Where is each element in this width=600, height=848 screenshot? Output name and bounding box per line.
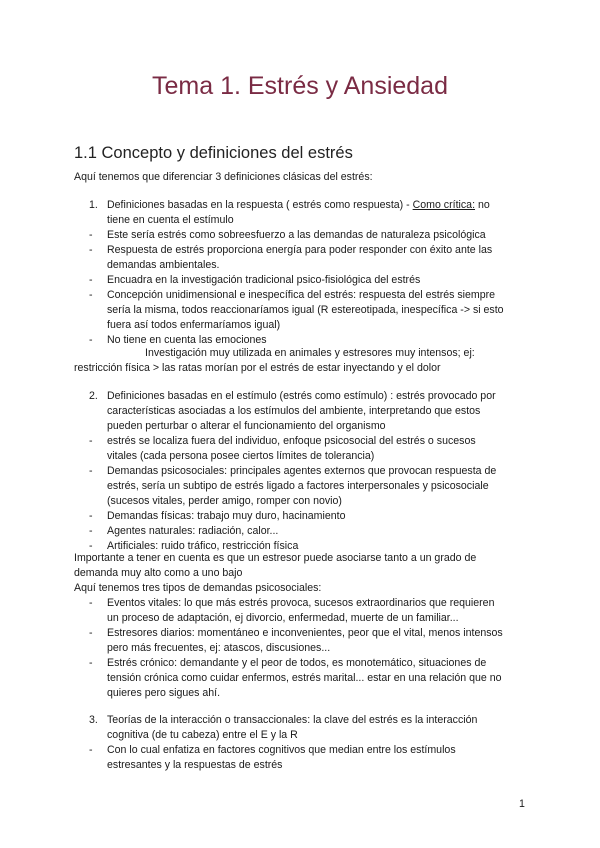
important-paragraph: Importante a tener en cuenta es que un estresor puede asociarse tanto a un grado de demanda muy alto como a uno bajo Aquí tenemos tres tipos de demandas psicosociales: — [74, 552, 477, 594]
psychosocial-types-list: - Eventos vitales: lo que más estrés provoca, sucesos extraordinarios que requieren un proceso de adaptación, ej divorcio, enfermedad, muerte de un familiar... - Estresores diarios: momentáneo e inconvenientes, peor que el vital, menos intensos pero más frecuentes, ej: atascos, discusiones... - Estrés crónico: demandante y el peor de todos, es monotemático, situaciones de tensión crónica como cuidar enfermos, estrés marital... estar en una relación que no quieres pero sigues ahí. — [89, 597, 503, 699]
bullet: - estrés se localiza fuera del individuo, enfoque psicosocial del estrés o sucesos — [89, 435, 476, 447]
intro-paragraph: Aquí tenemos que diferenciar 3 definiciones clásicas del estrés: — [74, 171, 373, 183]
item-number: 1. — [89, 199, 98, 211]
document-title: Tema 1. Estrés y Ansiedad — [152, 72, 448, 100]
bullet: - Demandas psicosociales: principales agentes externos que provocan respuesta de — [89, 465, 497, 477]
bullet: - Artificiales: ruido tráfico, restricción física — [89, 540, 299, 552]
bullet: - No tiene en cuenta las emociones — [89, 334, 267, 346]
bullet: - Agentes naturales: radiación, calor... — [89, 525, 279, 537]
bullet: - Con lo cual enfatiza en factores cognitivos que median entre los estímulos — [89, 744, 456, 756]
note-line: Investigación muy utilizada en animales y estresores muy intensos; ej: — [145, 347, 475, 359]
list-item-1: 1. Definiciones basadas en la respuesta ( estrés como respuesta) - Como crítica: no tiene en cuenta el estímulo - Este sería estrés como sobreesfuerzo a las demandas de naturaleza psicológica - Respuesta de estrés proporciona energía para poder responder con éxito ante las demandas ambientales. - Encuadra en la investigación tradicional psico-fisiológica del estrés - Concepción unidimensional e inespecífica del estrés: respuesta del estrés siempre sería la misma, todos reaccionaríamos igual (R estereotipada, inespecífica -> si esto fuera así todos enfermaríamos igual) - No tiene en cuenta las emociones — [89, 199, 504, 346]
note-line: restricción física > las ratas morían por el estrés de estar inyectando y el dolor — [74, 362, 441, 374]
bullet: - Eventos vitales: lo que más estrés provoca, sucesos extraordinarios que requieren — [89, 597, 495, 609]
page-number: 1 — [519, 798, 525, 810]
bullet: - Estresores diarios: momentáneo e inconvenientes, peor que el vital, menos intensos — [89, 627, 503, 639]
list-item-2: 2. Definiciones basadas en el estímulo (estrés como estímulo) : estrés provocado por características asociadas a los estímulos del ambiente, interpretando que estos pueden perturbar o alterar el funcionamiento del organismo - estrés se localiza fuera del individuo, enfoque psicosocial del estrés o sucesos vitales (cada persona posee ciertos límites de tolerancia) - Demandas psicosociales: principales agentes externos que provocan respuesta de estrés, sería un subtipo de estrés ligado a factores interpersonales y psicosociale (sucesos vitales, perder amigo, romper con novio) - Demandas físicas: trabajo muy duro, hacinamiento - Agentes naturales: radiación, calor... - Artificiales: ruido tráfico, restricción física — [89, 390, 497, 552]
bullet: - Concepción unidimensional e inespecífica del estrés: respuesta del estrés siempre — [89, 289, 496, 301]
bullet: - Demandas físicas: trabajo muy duro, hacinamiento — [89, 510, 346, 522]
critique-link: Como crítica: — [412, 199, 476, 211]
bullet: - Estrés crónico: demandante y el peor de todos, es monotemático, situaciones de — [89, 657, 487, 669]
bullet: - Encuadra en la investigación tradicional psico-fisiológica del estrés — [89, 274, 421, 286]
section-heading: 1.1 Concepto y definiciones del estrés — [74, 144, 353, 162]
bullet: - Respuesta de estrés proporciona energía para poder responder con éxito ante las — [89, 244, 493, 256]
bullet: - Este sería estrés como sobreesfuerzo a las demandas de naturaleza psicológica — [89, 229, 486, 241]
list-item-3: 3. Teorías de la interacción o transaccionales: la clave del estrés es la interacción cognitiva (de tu cabeza) entre el E y la R - Con lo cual enfatiza en factores cognitivos que median entre los estímulos estresantes y la respuestas de estrés — [89, 714, 478, 771]
